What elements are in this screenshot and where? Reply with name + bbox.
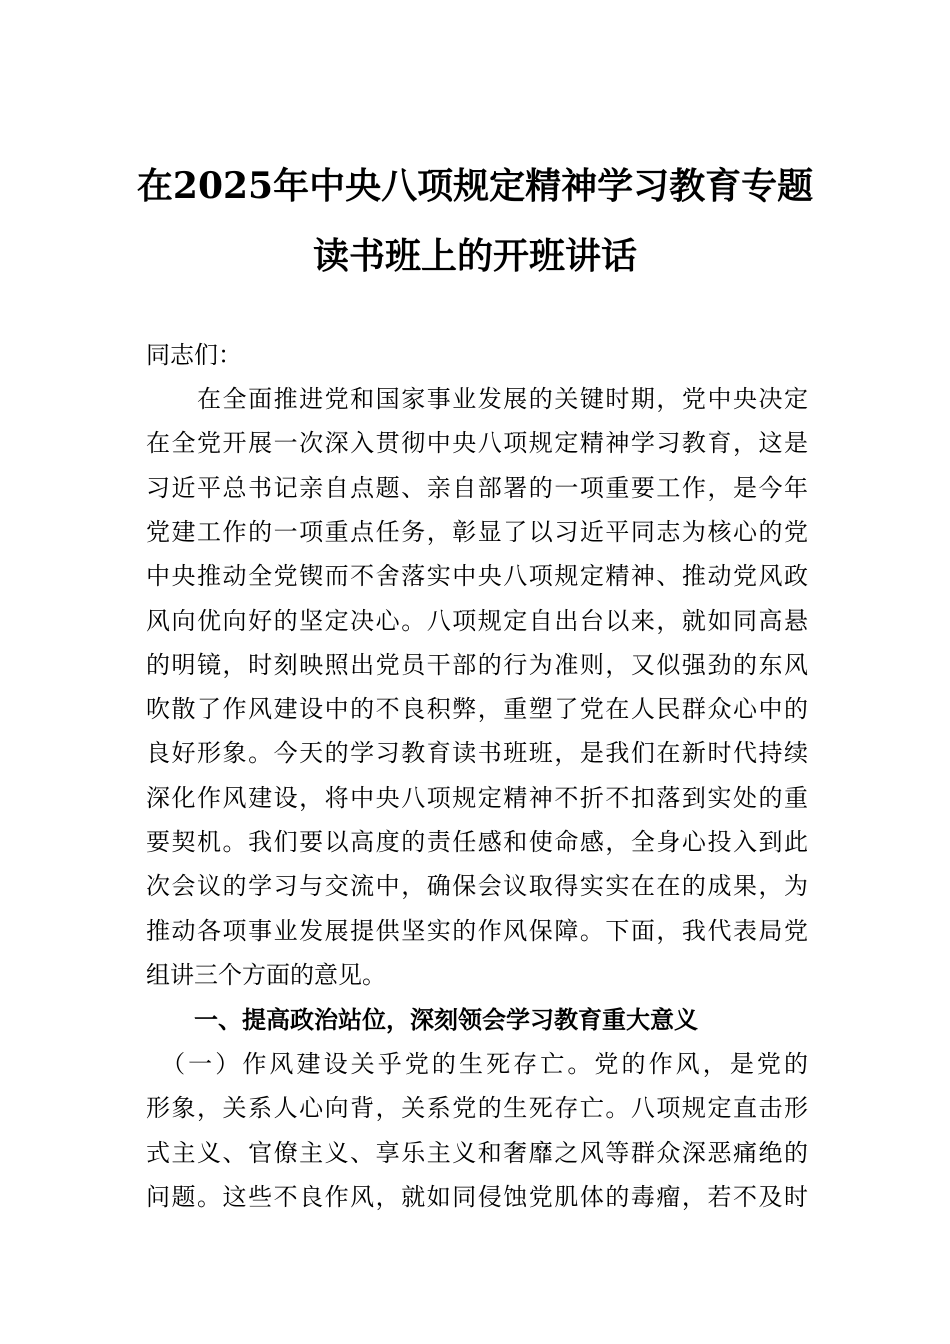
paragraph-line: 习近平总书记亲自点题、亲自部署的一项重要工作，是今年 xyxy=(146,473,808,502)
paragraph-line: 在全面推进党和国家事业发展的关键时期，党中央决定 xyxy=(146,385,808,413)
paragraph-line: 中央推动全党锲而不舍落实中央八项规定精神、推动党风政 xyxy=(146,562,808,591)
paragraph-line: （一）作风建设关乎党的生死存亡。党的作风，是党的 xyxy=(146,1050,808,1078)
paragraph-line: 次会议的学习与交流中，确保会议取得实实在在的成果，为 xyxy=(146,872,808,901)
paragraph-line: 在全党开展一次深入贯彻中央八项规定精神学习教育，这是 xyxy=(146,429,808,458)
paragraph-line: 式主义、官僚主义、享乐主义和奢靡之风等群众深恶痛绝的 xyxy=(146,1138,808,1167)
paragraph-line: 的明镜，时刻映照出党员干部的行为准则，又似强劲的东风 xyxy=(146,650,808,679)
paragraph-line: 深化作风建设，将中央八项规定精神不折不扣落到实处的重 xyxy=(146,783,808,812)
paragraph-line: 形象，关系人心向背，关系党的生死存亡。八项规定直击形 xyxy=(146,1094,808,1123)
section-heading-1: 一、提高政治站位，深刻领会学习教育重大意义 xyxy=(194,1006,698,1034)
paragraph-line: 吹散了作风建设中的不良积弊，重塑了党在人民群众心中的 xyxy=(146,695,808,724)
paragraph-line: 良好形象。今天的学习教育读书班班，是我们在新时代持续 xyxy=(146,739,808,768)
document-title-line-1: 在2025年中央八项规定精神学习教育专题 xyxy=(136,165,814,207)
paragraph-line: 推动各项事业发展提供坚实的作风保障。下面，我代表局党 xyxy=(146,916,808,945)
paragraph-line: 要契机。我们要以高度的责任感和使命感，全身心投入到此 xyxy=(146,828,808,856)
paragraph-line: 问题。这些不良作风，就如同侵蚀党肌体的毒瘤，若不及时 xyxy=(146,1182,808,1211)
paragraph-line: 党建工作的一项重点任务，彰显了以习近平同志为核心的党 xyxy=(146,517,808,546)
paragraph-line: 风向优向好的坚定决心。八项规定自出台以来，就如同高悬 xyxy=(146,606,808,635)
salutation: 同志们： xyxy=(146,341,242,369)
document-title-line-2: 读书班上的开班讲话 xyxy=(312,235,637,277)
paragraph-line: 组讲三个方面的意见。 xyxy=(146,960,386,989)
